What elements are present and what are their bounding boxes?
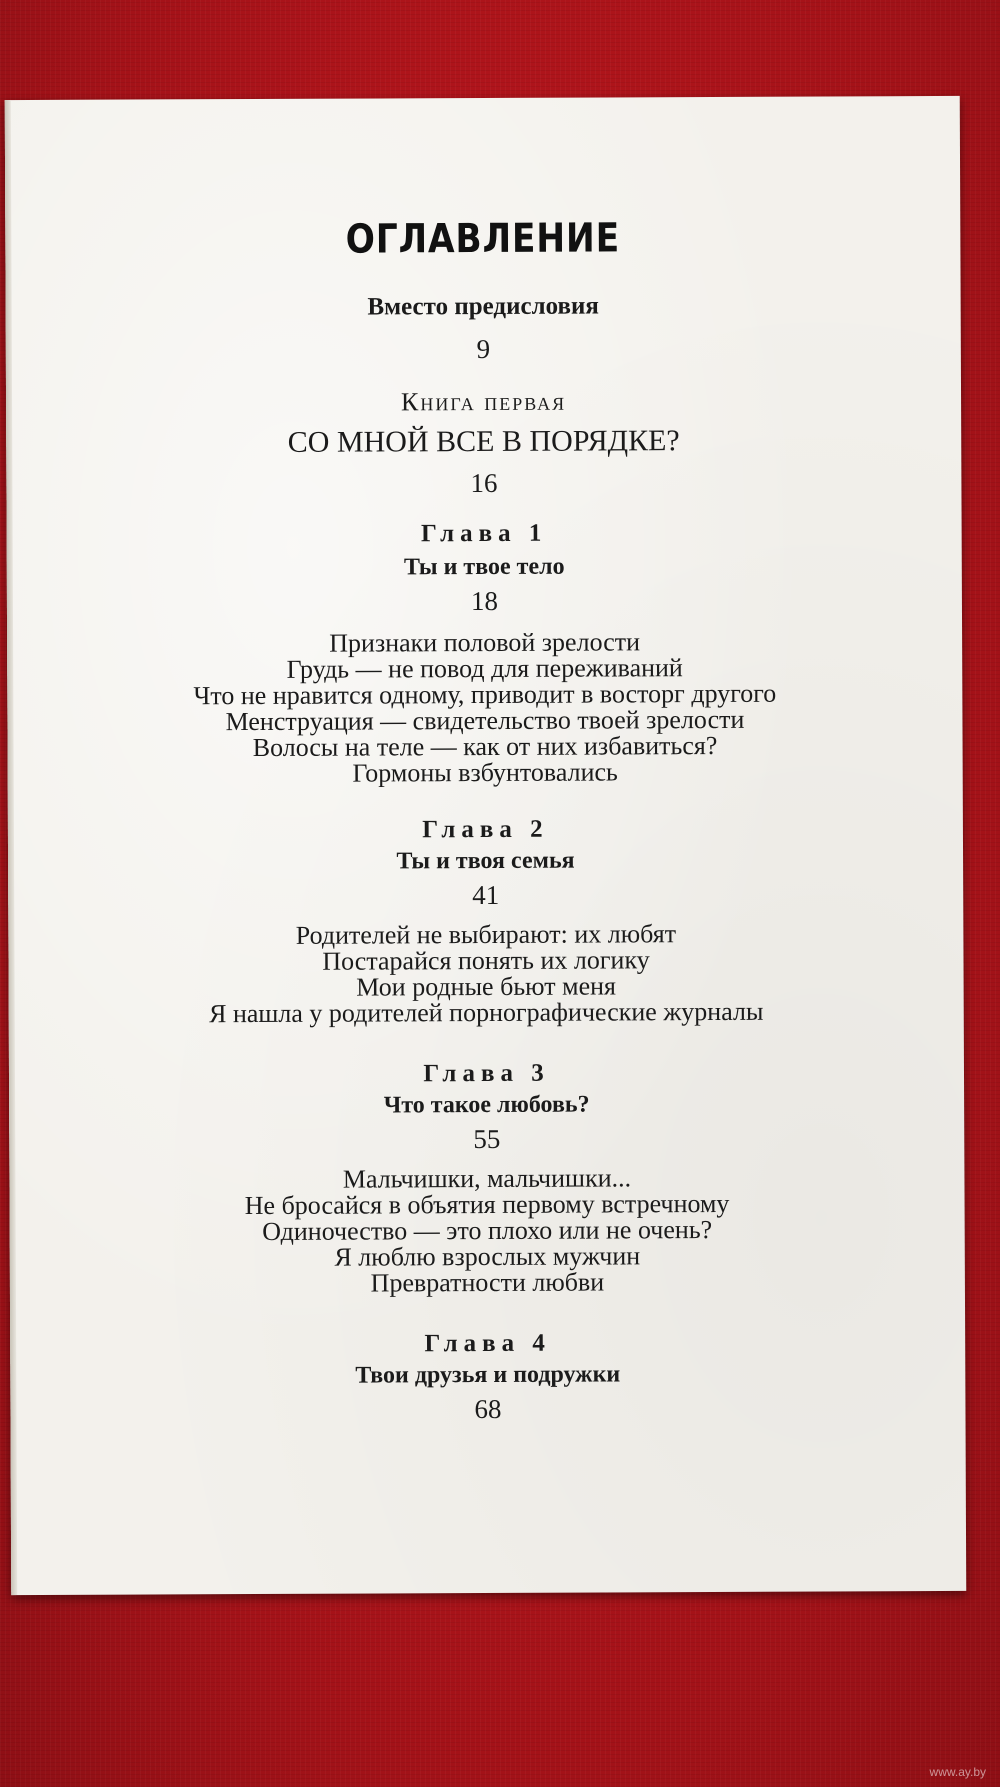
toc-item: Признаки половой зрелости — [329, 627, 641, 658]
chapter-page-number: 55 — [473, 1123, 501, 1155]
toc-item: Не бросайся в объятия первому встречному — [244, 1188, 730, 1221]
chapter-page-number: 68 — [474, 1393, 502, 1425]
preface-page-number: 9 — [476, 333, 491, 365]
toc-item: Я нашла у родителей порнографические журналы — [208, 996, 764, 1029]
book-page — [5, 96, 967, 1595]
toc-item: Я люблю взрослых мужчин — [334, 1241, 641, 1272]
chapter-page-number: 18 — [470, 585, 498, 617]
toc-item: Мои родные бьют меня — [356, 971, 617, 1002]
book-page-number: 16 — [470, 467, 498, 499]
chapter-title: Что такое любовь? — [383, 1091, 590, 1119]
chapter-label: Глава 3 — [423, 1059, 550, 1088]
toc-title: ОГЛАВЛЕНИЕ — [345, 215, 621, 263]
book-title: СО МНОЙ ВСЕ В ПОРЯДКЕ? — [287, 424, 680, 459]
watermark: www.ay.by — [929, 1765, 986, 1779]
chapter-title: Ты и твое тело — [403, 553, 565, 581]
toc-item: Грудь — не повод для переживаний — [286, 653, 683, 684]
preface-title: Вместо предисловия — [367, 292, 599, 321]
toc-item: Что не нравится одному, приводит в восторг другого — [193, 678, 777, 711]
table-of-contents — [5, 96, 960, 1425]
toc-item: Постарайся понять их логику — [322, 945, 650, 976]
chapter-label: Глава 1 — [420, 519, 548, 548]
chapter-page-number: 41 — [472, 879, 500, 911]
chapter-title: Твои друзья и подружки — [355, 1361, 621, 1389]
toc-item: Гормоны взбунтовались — [352, 757, 618, 788]
toc-item: Волосы на теле — как от них избавиться? — [252, 730, 718, 763]
toc-item: Родителей не выбирают: их любят — [295, 919, 677, 950]
book-label: Книга первая — [400, 386, 567, 417]
chapter-label: Глава 2 — [422, 815, 549, 844]
toc-item: Мальчишки, мальчишки... — [342, 1163, 632, 1194]
chapter-label: Глава 4 — [424, 1329, 551, 1358]
toc-item: Одиночество — это плохо или не очень? — [262, 1215, 713, 1246]
chapter-title: Ты и твоя семья — [396, 847, 575, 875]
toc-item: Менструация — свидетельство твоей зрелости — [225, 704, 745, 737]
toc-item: Превратности любви — [370, 1267, 605, 1298]
